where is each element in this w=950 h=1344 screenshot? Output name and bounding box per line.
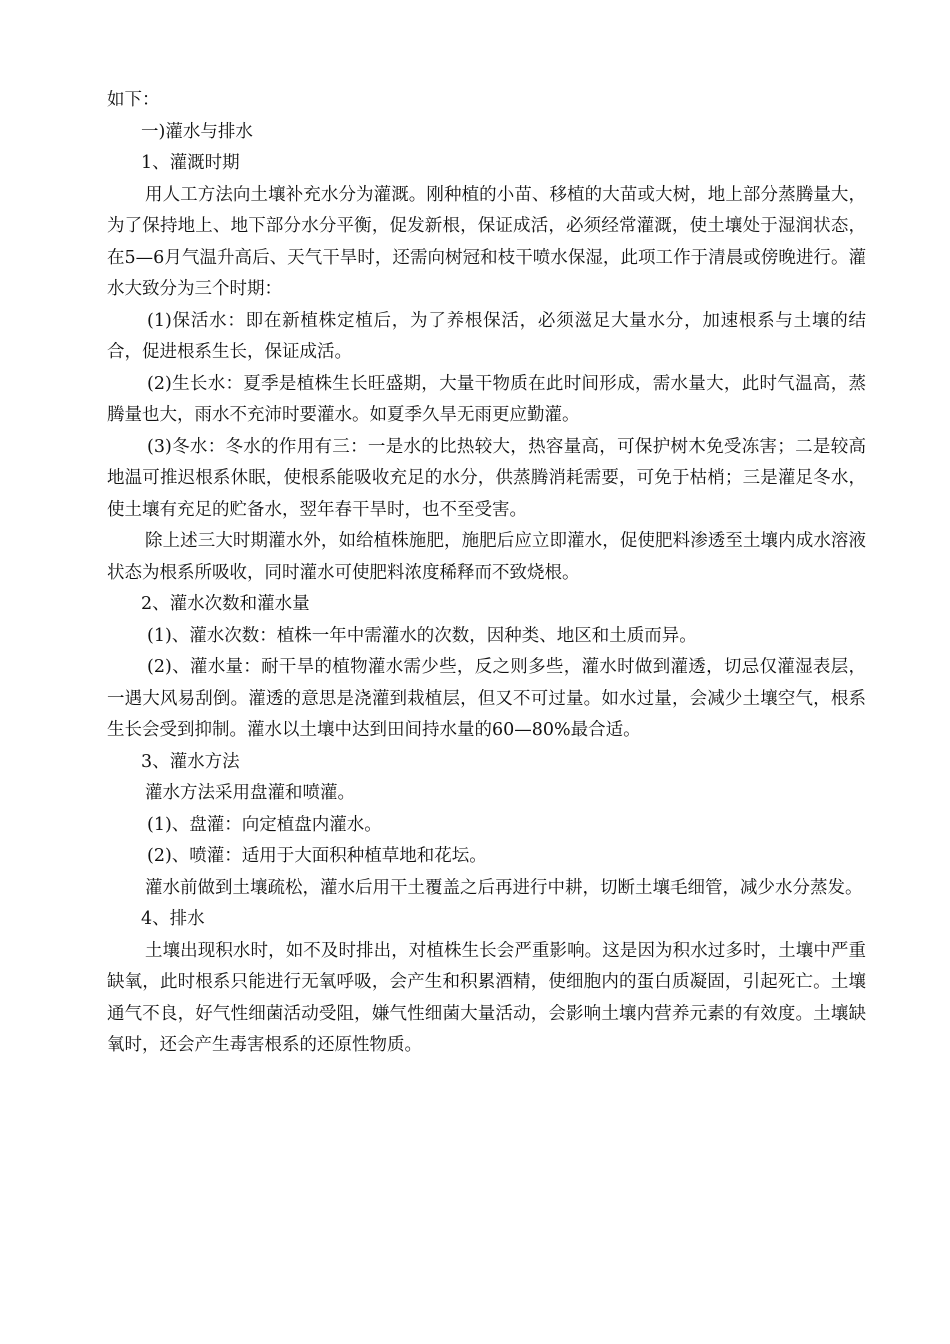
paragraph-watering-amount: (2)、灌水量：耐干旱的植物灌水需少些，反之则多些，灌水时做到灌透，切忌仅灌湿表层，一遇大风易刮倒。灌透的意思是浇灌到栽植层，但又不可过量。如水过量，会减少土壤空气，根系生长会受到抑制。灌水以土壤中达到田间持水量的60—80%最合适。 [107,657,866,740]
paragraph-method-intro: 灌水方法采用盘灌和喷灌。 [145,783,355,803]
subheading-irrigation-period: 1、灌溉时期 [141,153,240,173]
paragraph-fertilizer-watering: 除上述三大时期灌水外，如给植株施肥，施肥后应立即灌水，促使肥料渗透至土壤内成水溶液状态为根系所吸收，同时灌水可使肥料浓度稀释而不致烧根。 [107,531,866,583]
section-heading-irrigation-drainage: 一)灌水与排水 [141,121,253,142]
paragraph-winter-water: (3)冬水：冬水的作用有三：一是水的比热较大，热容量高，可保护树木免受冻害；二是较高地温可推迟根系休眠，使根系能吸收充足的水分，供蒸腾消耗需要，可免于枯梢；三是灌足冬水，使土壤有充足的贮备水，翌年春干旱时，也不至受害。 [107,436,866,520]
subheading-frequency-amount: 2、灌水次数和灌水量 [141,594,310,614]
paragraph-basin-irrigation: (1)、盘灌：向定植盘内灌水。 [147,814,382,835]
subheading-watering-method: 3、灌水方法 [141,751,240,772]
paragraph-survival-water: (1)保活水：即在新植株定植后，为了养根保活，必须滋足大量水分，加速根系与土壤的结合，促进根系生长，保证成活。 [107,310,866,362]
paragraph-loosen-soil: 灌水前做到土壤疏松，灌水后用干土覆盖之后再进行中耕，切断土壤毛细管，减少水分蒸发。 [145,877,863,898]
paragraph-irrigation-intro: 用人工方法向土壤补充水分为灌溉。刚种植的小苗、移植的大苗或大树，地上部分蒸腾量大，为了保持地上、地下部分水分平衡，促发新根，保证成活，必须经常灌溉，使土壤处于湿润状态，在5—6月气温升高后、天气干旱时，还需向树冠和枝干喷水保湿，此项工作于清晨或傍晚进行。灌水大致分为三个时期： [107,184,866,299]
intro-line: 如下： [107,90,160,110]
subheading-drainage: 4、排水 [141,909,205,929]
paragraph-drainage: 土壤出现积水时，如不及时排出，对植株生长会严重影响。这是因为积水过多时，土壤中严重缺氧，此时根系只能进行无氧呼吸，会产生和积累酒精，使细胞内的蛋白质凝固，引起死亡。土壤通气不良，好气性细菌活动受阻，嫌气性细菌大量活动，会影响土壤内营养元素的有效度。土壤缺氧时，还会产生毒害根系的还原性物质。 [107,940,866,1055]
paragraph-growth-water: (2)生长水：夏季是植株生长旺盛期，大量干物质在此时间形成，需水量大，此时气温高，蒸腾量也大，雨水不充沛时要灌水。如夏季久旱无雨更应勤灌。 [107,373,866,425]
paragraph-watering-frequency: (1)、灌水次数：植株一年中需灌水的次数，因种类、地区和土质而异。 [147,625,697,646]
paragraph-sprinkler-irrigation: (2)、喷灌：适用于大面积种植草地和花坛。 [147,846,487,866]
document-body [107,85,866,1062]
